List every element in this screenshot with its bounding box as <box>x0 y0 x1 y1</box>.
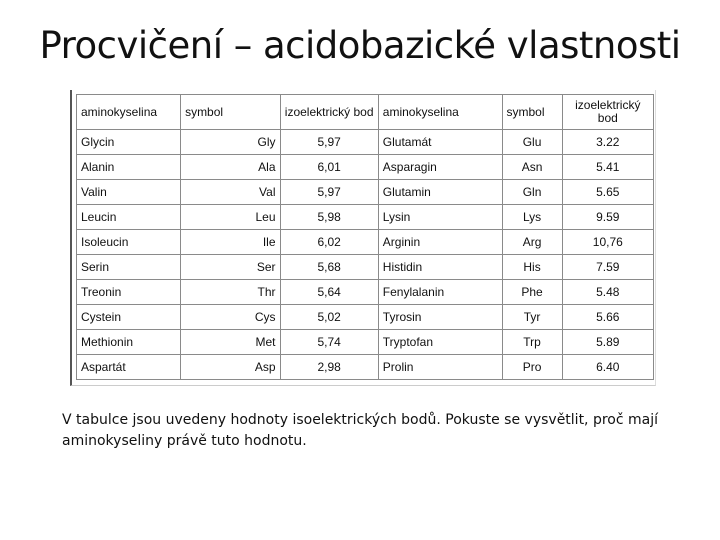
header-pi-1: izoelektrický bod <box>280 95 378 130</box>
isoelectric-point-cell: 5,64 <box>280 280 378 305</box>
table-body <box>77 130 654 380</box>
table-row <box>77 130 654 155</box>
amino-symbol-cell: Asn <box>502 155 562 180</box>
isoelectric-point-cell: 5.89 <box>562 330 653 355</box>
amino-name-cell: Arginin <box>378 230 502 255</box>
amino-name-cell: Tyrosin <box>378 305 502 330</box>
table-row <box>77 180 654 205</box>
amino-name-cell: Histidin <box>378 255 502 280</box>
table-row <box>77 255 654 280</box>
table-row <box>77 155 654 180</box>
amino-symbol-cell: Met <box>181 330 280 355</box>
isoelectric-point-cell: 5,74 <box>280 330 378 355</box>
amino-name-cell: Aspartát <box>77 355 181 380</box>
amino-name-cell: Prolin <box>378 355 502 380</box>
amino-symbol-cell: Gly <box>181 130 280 155</box>
amino-symbol-cell: Gln <box>502 180 562 205</box>
amino-name-cell: Valin <box>77 180 181 205</box>
amino-name-cell: Cystein <box>77 305 181 330</box>
header-aminokyselina-1: aminokyselina <box>77 95 181 130</box>
isoelectric-point-cell: 10,76 <box>562 230 653 255</box>
amino-symbol-cell: Thr <box>181 280 280 305</box>
isoelectric-table <box>76 94 654 380</box>
amino-name-cell: Asparagin <box>378 155 502 180</box>
isoelectric-point-cell: 6,02 <box>280 230 378 255</box>
isoelectric-point-cell: 5.48 <box>562 280 653 305</box>
amino-symbol-cell: Pro <box>502 355 562 380</box>
amino-symbol-cell: Ile <box>181 230 280 255</box>
amino-symbol-cell: Leu <box>181 205 280 230</box>
isoelectric-point-cell: 5,98 <box>280 205 378 230</box>
table-frame <box>70 90 656 386</box>
isoelectric-point-cell: 5,97 <box>280 180 378 205</box>
isoelectric-point-cell: 3.22 <box>562 130 653 155</box>
isoelectric-point-cell: 5.41 <box>562 155 653 180</box>
amino-symbol-cell: Trp <box>502 330 562 355</box>
isoelectric-point-cell: 5,68 <box>280 255 378 280</box>
amino-name-cell: Methionin <box>77 330 181 355</box>
table-header-row <box>77 95 654 130</box>
amino-symbol-cell: Ala <box>181 155 280 180</box>
header-symbol-2: symbol <box>502 95 562 130</box>
amino-name-cell: Glycin <box>77 130 181 155</box>
table-row <box>77 280 654 305</box>
amino-name-cell: Treonin <box>77 280 181 305</box>
header-aminokyselina-2: aminokyselina <box>378 95 502 130</box>
amino-name-cell: Lysin <box>378 205 502 230</box>
table-row <box>77 305 654 330</box>
header-pi-2: izoelektrický bod <box>562 95 653 130</box>
table-row <box>77 355 654 380</box>
table-row <box>77 230 654 255</box>
amino-name-cell: Serin <box>77 255 181 280</box>
amino-symbol-cell: Val <box>181 180 280 205</box>
slide-title: Procvičení – acidobazické vlastnosti <box>39 24 681 67</box>
isoelectric-point-cell: 5,97 <box>280 130 378 155</box>
amino-symbol-cell: Glu <box>502 130 562 155</box>
amino-name-cell: Glutamát <box>378 130 502 155</box>
amino-name-cell: Isoleucin <box>77 230 181 255</box>
amino-name-cell: Tryptofan <box>378 330 502 355</box>
amino-symbol-cell: His <box>502 255 562 280</box>
isoelectric-point-cell: 2,98 <box>280 355 378 380</box>
amino-symbol-cell: Phe <box>502 280 562 305</box>
isoelectric-point-cell: 5,02 <box>280 305 378 330</box>
amino-name-cell: Fenylalanin <box>378 280 502 305</box>
amino-symbol-cell: Lys <box>502 205 562 230</box>
isoelectric-point-cell: 5.66 <box>562 305 653 330</box>
amino-symbol-cell: Ser <box>181 255 280 280</box>
amino-symbol-cell: Asp <box>181 355 280 380</box>
isoelectric-point-cell: 7.59 <box>562 255 653 280</box>
amino-name-cell: Alanin <box>77 155 181 180</box>
caption-text: V tabulce jsou uvedeny hodnoty isoelektrických bodů. Pokuste se vysvětlit, proč mají aminokyseliny právě tuto hodnotu. <box>62 412 659 449</box>
isoelectric-point-cell: 9.59 <box>562 205 653 230</box>
amino-name-cell: Glutamin <box>378 180 502 205</box>
table-row <box>77 330 654 355</box>
amino-name-cell: Leucin <box>77 205 181 230</box>
header-symbol-1: symbol <box>181 95 280 130</box>
isoelectric-point-cell: 6,01 <box>280 155 378 180</box>
amino-symbol-cell: Tyr <box>502 305 562 330</box>
isoelectric-point-cell: 5.65 <box>562 180 653 205</box>
isoelectric-point-cell: 6.40 <box>562 355 653 380</box>
amino-symbol-cell: Cys <box>181 305 280 330</box>
table-row <box>77 205 654 230</box>
amino-symbol-cell: Arg <box>502 230 562 255</box>
